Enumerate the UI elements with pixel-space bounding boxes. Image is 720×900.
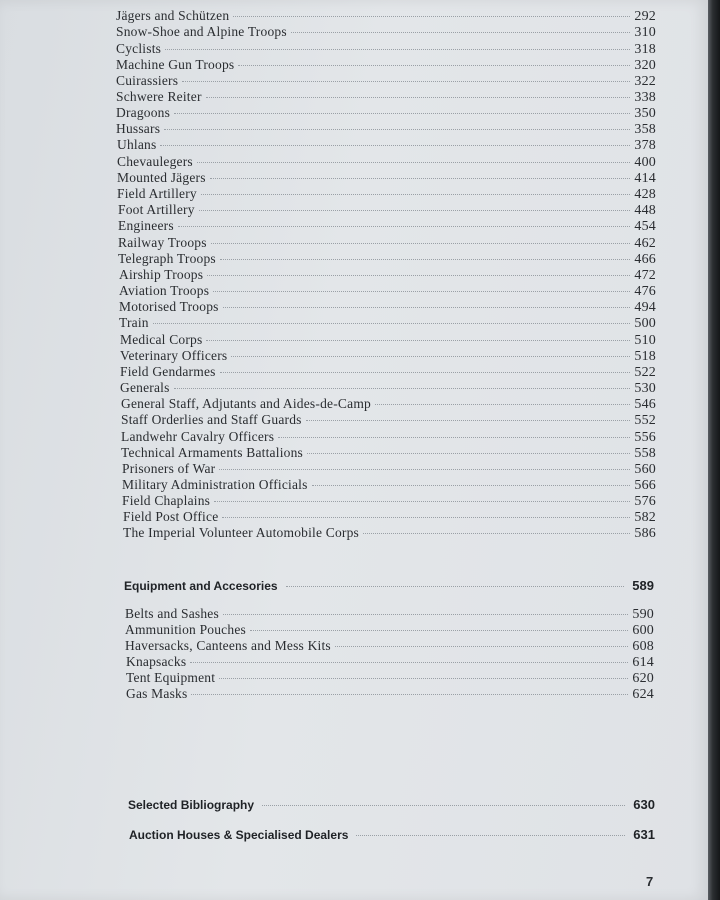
toc-entry-page: 582: [634, 510, 656, 525]
toc-entry-page: 358: [634, 122, 656, 137]
dot-leader: [210, 178, 631, 179]
dot-leader: [206, 97, 631, 98]
toc-entry: [126, 654, 654, 670]
toc-entry-page: 350: [634, 106, 656, 121]
toc-entry-page: 292: [634, 9, 656, 24]
toc-entry-label: Motorised Troops: [119, 299, 219, 314]
toc-entry-page: 600: [632, 623, 654, 638]
toc-entry-page: 466: [634, 252, 656, 267]
toc-entry-label: Hussars: [116, 121, 161, 136]
toc-entry-page: 530: [634, 381, 656, 396]
toc-entry-page: 322: [634, 74, 656, 89]
toc-entry-label: Cuirassiers: [116, 73, 179, 88]
toc-entry-page: 462: [634, 236, 656, 251]
toc-entry-label: General Staff, Adjutants and Aides-de-Camp: [121, 396, 371, 411]
toc-entry-label: Field Gendarmes: [120, 364, 216, 379]
toc-entry-label: Foot Artillery: [118, 202, 195, 217]
toc-entry: [118, 235, 656, 251]
toc-entry-label: Field Post Office: [123, 509, 219, 524]
toc-entry-page: 624: [632, 687, 654, 702]
toc-entry-label: Technical Armaments Battalions: [121, 445, 304, 460]
toc-entry: [116, 121, 656, 137]
dot-leader: [219, 469, 630, 470]
dot-leader: [238, 65, 630, 66]
toc-entry: [121, 396, 656, 412]
dot-leader: [222, 517, 630, 518]
toc-entry: [119, 283, 656, 299]
toc-entry-page: 522: [634, 365, 656, 380]
toc-entry-page: 608: [632, 639, 654, 654]
toc-entry: [117, 137, 656, 153]
dot-leader: [307, 453, 630, 454]
dot-leader: [306, 420, 631, 421]
dot-leader: [233, 16, 630, 17]
toc-entry-page: 556: [634, 430, 656, 445]
dot-leader: [223, 307, 631, 308]
toc-entry-label: Field Artillery: [117, 186, 197, 201]
toc-entry: [120, 364, 656, 380]
toc-entry-page: 448: [634, 203, 656, 218]
toc-entry-page: 320: [634, 58, 656, 73]
toc-entry-label: Chevaulegers: [117, 154, 193, 169]
toc-entry: [117, 186, 656, 202]
dot-leader: [223, 614, 628, 615]
toc-entry-label: Machine Gun Troops: [116, 57, 235, 72]
toc-entry: [117, 170, 656, 186]
toc-entry-label: Dragoons: [116, 105, 171, 120]
toc-entry-page: 378: [634, 138, 656, 153]
toc-entry-page: 494: [634, 300, 656, 315]
dot-leader: [207, 275, 630, 276]
page-number: 7: [646, 874, 654, 889]
toc-entry-page: 428: [634, 187, 656, 202]
toc-entry-page: 510: [634, 333, 656, 348]
dot-leader: [201, 194, 631, 195]
toc-entry: [123, 525, 656, 541]
toc-entry: [123, 509, 656, 525]
dot-leader: [160, 145, 630, 146]
dot-leader: [335, 646, 629, 647]
dot-leader: [262, 805, 625, 806]
toc-entry: [121, 412, 656, 428]
toc-entry-page: 338: [634, 90, 656, 105]
toc-entry-label: Telegraph Troops: [118, 251, 216, 266]
dot-leader: [312, 485, 631, 486]
toc-entry: [119, 299, 656, 315]
dot-leader: [206, 340, 630, 341]
dot-leader: [199, 210, 631, 211]
dot-leader: [375, 404, 630, 405]
dot-leader: [220, 259, 631, 260]
toc-entry: [116, 57, 656, 73]
section-heading-label: Equipment and Accesories: [124, 579, 278, 593]
toc-entry-label: Jägers and Schützen: [116, 8, 230, 23]
toc-entry: [121, 429, 656, 445]
toc-entry: [125, 606, 654, 622]
toc-entry-page: 414: [634, 171, 656, 186]
dot-leader: [211, 243, 631, 244]
dot-leader: [219, 678, 628, 679]
toc-entry: [120, 332, 656, 348]
section-heading-label: Auction Houses & Specialised Dealers: [129, 828, 349, 842]
toc-entry-page: 454: [634, 219, 656, 234]
dot-leader: [164, 129, 630, 130]
section-heading-bibliography: [128, 797, 655, 812]
toc-entry-label: Schwere Reiter: [116, 89, 202, 104]
toc-entry: [125, 622, 654, 638]
toc-entry-label: Airship Troops: [119, 267, 204, 282]
dot-leader: [174, 113, 630, 114]
toc-entry: [116, 24, 656, 40]
toc-entry-page: 400: [634, 155, 656, 170]
dot-leader: [363, 533, 630, 534]
toc-entry: [119, 315, 656, 331]
dot-leader: [213, 291, 630, 292]
toc-entry: [122, 461, 656, 477]
toc-entry: [121, 445, 656, 461]
section-heading-page: 589: [632, 578, 654, 593]
toc-entry-page: 586: [634, 526, 656, 541]
toc-entry-label: Gas Masks: [126, 686, 188, 701]
toc-entry-page: 310: [634, 25, 656, 40]
dot-leader: [356, 835, 625, 836]
toc-entry-page: 558: [634, 446, 656, 461]
toc-entry: [116, 89, 656, 105]
toc-entry-page: 576: [634, 494, 656, 509]
toc-entry-page: 518: [634, 349, 656, 364]
toc-entry: [116, 8, 656, 24]
toc-entry-label: Cyclists: [116, 41, 162, 56]
toc-entry-label: Uhlans: [117, 137, 157, 152]
section-heading-label: Selected Bibliography: [128, 798, 255, 812]
dot-leader: [174, 388, 631, 389]
toc-entry: [122, 477, 656, 493]
toc-entry-page: 590: [632, 607, 654, 622]
dot-leader: [190, 662, 628, 663]
toc-entry-label: Snow-Shoe and Alpine Troops: [116, 24, 287, 39]
toc-entry-label: Belts and Sashes: [125, 606, 219, 621]
toc-entry-page: 318: [634, 42, 656, 57]
toc-entry: [118, 202, 656, 218]
toc-entry-label: Haversacks, Canteens and Mess Kits: [125, 638, 331, 653]
toc-entry-label: Tent Equipment: [126, 670, 216, 685]
toc-entry-label: Knapsacks: [126, 654, 187, 669]
page-edge-shadow: [708, 0, 720, 900]
toc-entry-page: 566: [634, 478, 656, 493]
dot-leader: [182, 81, 630, 82]
toc-entry-label: Prisoners of War: [122, 461, 216, 476]
dot-leader: [278, 437, 630, 438]
section-heading-auction-houses: [129, 827, 655, 842]
dot-leader: [220, 372, 631, 373]
toc-entry: [119, 267, 656, 283]
toc-entry-label: Military Administration Officials: [122, 477, 308, 492]
toc-entry: [120, 348, 656, 364]
dot-leader: [214, 501, 630, 502]
toc-entry-label: Staff Orderlies and Staff Guards: [121, 412, 302, 427]
toc-entry-page: 552: [634, 413, 656, 428]
toc-entry-label: Mounted Jägers: [117, 170, 206, 185]
toc-entry: [116, 105, 656, 121]
toc-entry-page: 620: [632, 671, 654, 686]
toc-entry-label: Veterinary Officers: [120, 348, 228, 363]
toc-entry-page: 560: [634, 462, 656, 477]
toc-entry: [125, 638, 654, 654]
toc-entry-page: 500: [634, 316, 656, 331]
dot-leader: [197, 162, 631, 163]
toc-entry-page: 472: [634, 268, 656, 283]
dot-leader: [178, 226, 631, 227]
section-heading-page: 630: [633, 797, 655, 812]
toc-entry-page: 614: [632, 655, 654, 670]
toc-entry-page: 546: [634, 397, 656, 412]
toc-entry-label: Railway Troops: [118, 235, 207, 250]
toc-entry: [120, 380, 656, 396]
toc-entry-label: Field Chaplains: [122, 493, 211, 508]
toc-entry-page: 476: [634, 284, 656, 299]
toc-entry-label: Ammunition Pouches: [125, 622, 246, 637]
toc-entry-label: Generals: [120, 380, 170, 395]
toc-entry: [116, 73, 656, 89]
toc-entry-label: Train: [119, 315, 149, 330]
toc-entry: [117, 154, 656, 170]
toc-entry-label: Engineers: [118, 218, 174, 233]
section-heading-page: 631: [633, 827, 655, 842]
toc-entry-label: Landwehr Cavalry Officers: [121, 429, 275, 444]
toc-entry-label: Aviation Troops: [119, 283, 210, 298]
toc-entry-label: Medical Corps: [120, 332, 203, 347]
dot-leader: [286, 586, 625, 587]
toc-entry: [122, 493, 656, 509]
toc-entry: [118, 251, 656, 267]
dot-leader: [291, 32, 631, 33]
toc-entry: [126, 670, 654, 686]
toc-entry: [116, 41, 656, 57]
section-heading-equipment: [124, 578, 654, 593]
toc-entry: [126, 686, 654, 702]
dot-leader: [153, 323, 631, 324]
dot-leader: [250, 630, 628, 631]
dot-leader: [165, 49, 630, 50]
dot-leader: [191, 694, 628, 695]
toc-entry: [118, 218, 656, 234]
toc-entry-label: The Imperial Volunteer Automobile Corps: [123, 525, 360, 540]
dot-leader: [231, 356, 630, 357]
